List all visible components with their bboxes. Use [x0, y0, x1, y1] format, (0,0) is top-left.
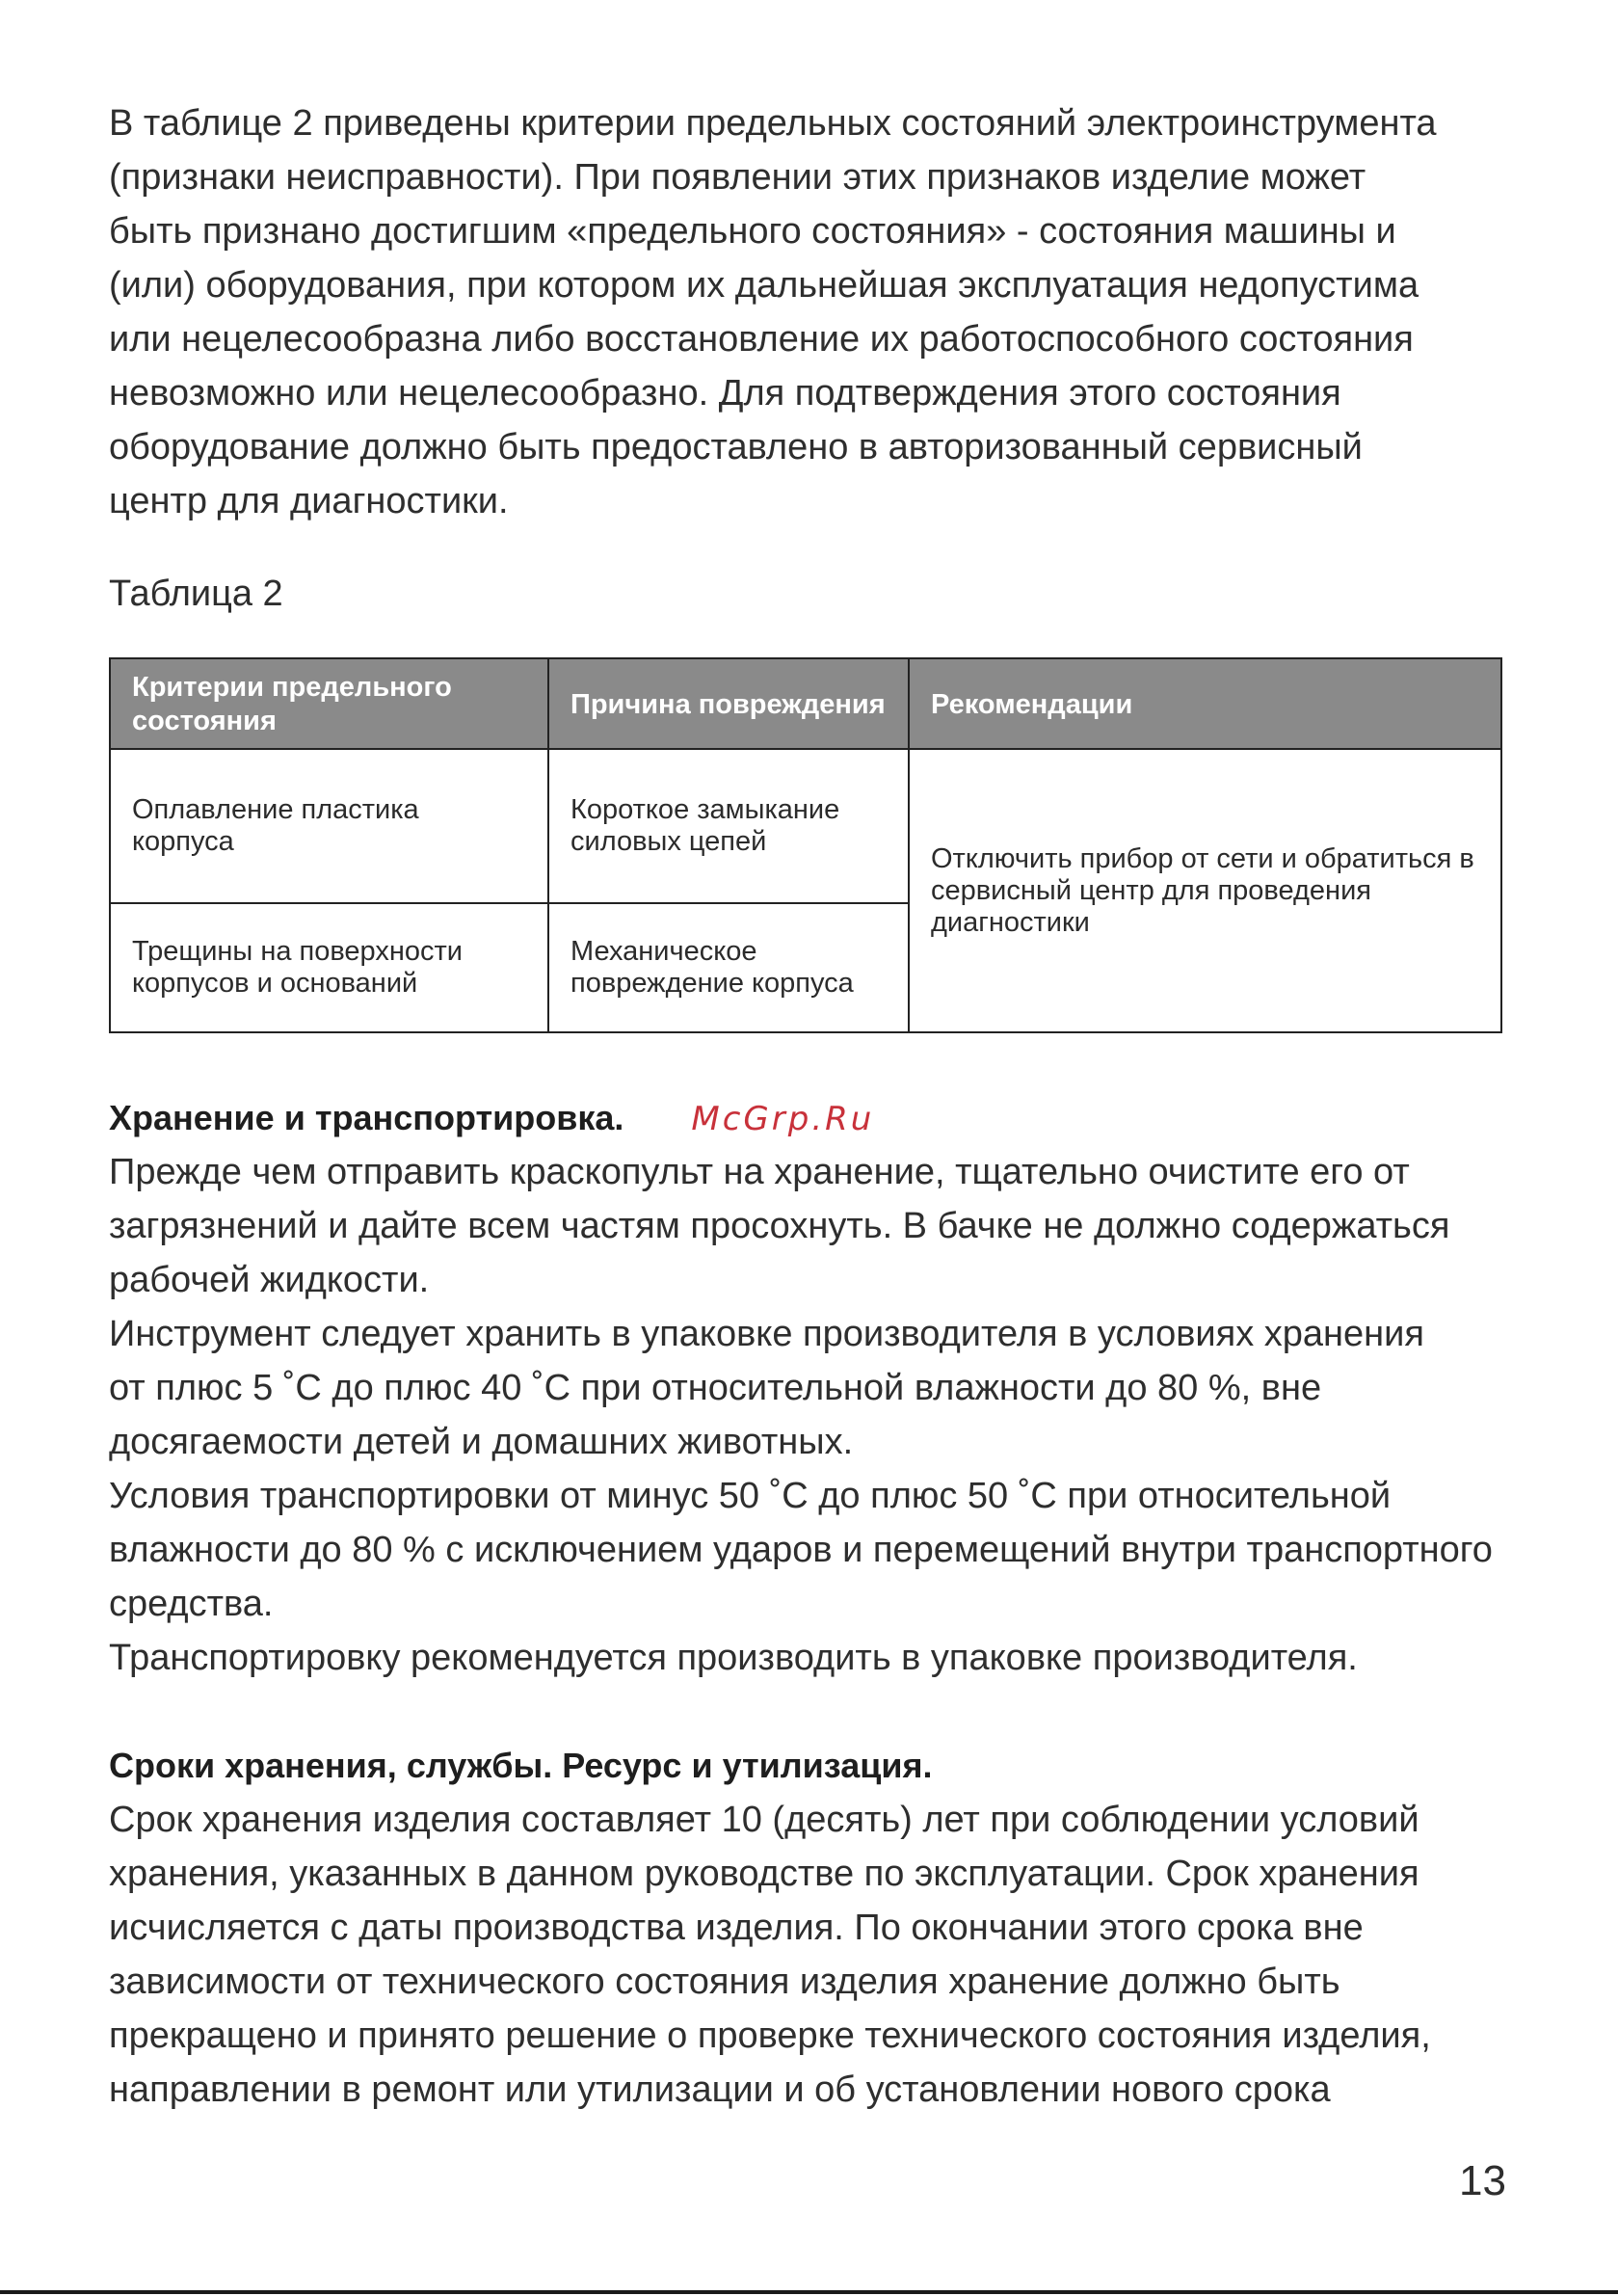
- storage-line: Прежде чем отправить краскопульт на хранение, тщательно очистите его от: [109, 1152, 1410, 1192]
- bottom-rule: [0, 2290, 1618, 2294]
- table-caption: Таблица 2: [109, 574, 283, 614]
- intro-line: (признаки неисправности). При появлении этих признаков изделие может: [109, 157, 1366, 198]
- storage-heading-row: [109, 1091, 1506, 1145]
- cause-cell: Механическое повреждение корпуса: [548, 903, 909, 1032]
- storage-title: Хранение и транспортировка.: [109, 1098, 624, 1137]
- criterion-cell: Оплавление пластика корпуса: [110, 749, 548, 903]
- storage-line: Условия транспортировки от минус 50 ˚С до плюс 50 ˚С при относительной: [109, 1476, 1392, 1516]
- storage-line: средства.: [109, 1584, 274, 1624]
- storage-line: от плюс 5 ˚С до плюс 40 ˚С при относительной влажности до 80 %, вне: [109, 1368, 1322, 1408]
- service-life-paragraph: [109, 1793, 1506, 2117]
- service-life-line: прекращено и принято решение о проверке технического состояния изделия,: [109, 2016, 1431, 2056]
- storage-line: влажности до 80 % с исключением ударов и перемещений внутри транспортного: [109, 1530, 1493, 1570]
- intro-paragraph: [109, 96, 1506, 528]
- header-recommendations: Рекомендации: [909, 658, 1501, 749]
- service-life-line: исчисляется с даты производства изделия. По окончании этого срока вне: [109, 1908, 1364, 1948]
- watermark: McGrp.Ru: [691, 1100, 875, 1138]
- service-life-line: Срок хранения изделия составляет 10 (десять) лет при соблюдении условий: [109, 1800, 1419, 1840]
- service-life-line: зависимости от технического состояния изделия хранение должно быть: [109, 1962, 1340, 2002]
- storage-line: досягаемости детей и домашних животных.: [109, 1422, 854, 1462]
- service-life-title: Сроки хранения, службы. Ресурс и утилизация.: [109, 1746, 933, 1785]
- intro-line: центр для диагностики.: [109, 481, 509, 521]
- service-life-line: хранения, указанных в данном руководстве по эксплуатации. Срок хранения: [109, 1854, 1419, 1894]
- storage-line: Транспортировку рекомендуется производить в упаковке производителя.: [109, 1638, 1358, 1678]
- table-header-row: [110, 658, 1501, 749]
- intro-line: быть признано достигшим «предельного состояния» - состояния машины и: [109, 211, 1396, 252]
- header-cause: Причина повреждения: [548, 658, 909, 749]
- storage-line: загрязнений и дайте всем частям просохнуть. В бачке не должно содержаться: [109, 1206, 1450, 1246]
- page-number: 13: [1459, 2157, 1506, 2204]
- intro-line: или нецелесообразна либо восстановление их работоспособного состояния: [109, 319, 1414, 360]
- intro-line: (или) оборудования, при котором их дальнейшая эксплуатация недопустима: [109, 265, 1419, 306]
- intro-line: невозможно или нецелесообразно. Для подтверждения этого состояния: [109, 373, 1341, 414]
- storage-line: рабочей жидкости.: [109, 1260, 430, 1300]
- service-life-line: направлении в ремонт или утилизации и об установлении нового срока: [109, 2069, 1331, 2110]
- service-life-section: [109, 1739, 1506, 2117]
- criterion-cell: Трещины на поверхности корпусов и оснований: [110, 903, 548, 1032]
- header-criteria: Критерии предельного состояния: [110, 658, 548, 749]
- intro-line: оборудование должно быть предоставлено в авторизованный сервисный: [109, 427, 1363, 467]
- criteria-table: [109, 657, 1502, 1033]
- storage-paragraph: [109, 1145, 1506, 1685]
- cause-cell: Короткое замыкание силовых цепей: [548, 749, 909, 903]
- recommendation-cell: Отключить прибор от сети и обратиться в сервисный центр для проведения диагностики: [909, 749, 1501, 1032]
- storage-line: Инструмент следует хранить в упаковке производителя в условиях хранения: [109, 1314, 1424, 1354]
- table-row: [110, 749, 1501, 903]
- page-content: [109, 96, 1506, 2117]
- intro-line: В таблице 2 приведены критерии предельных состояний электроинструмента: [109, 103, 1437, 144]
